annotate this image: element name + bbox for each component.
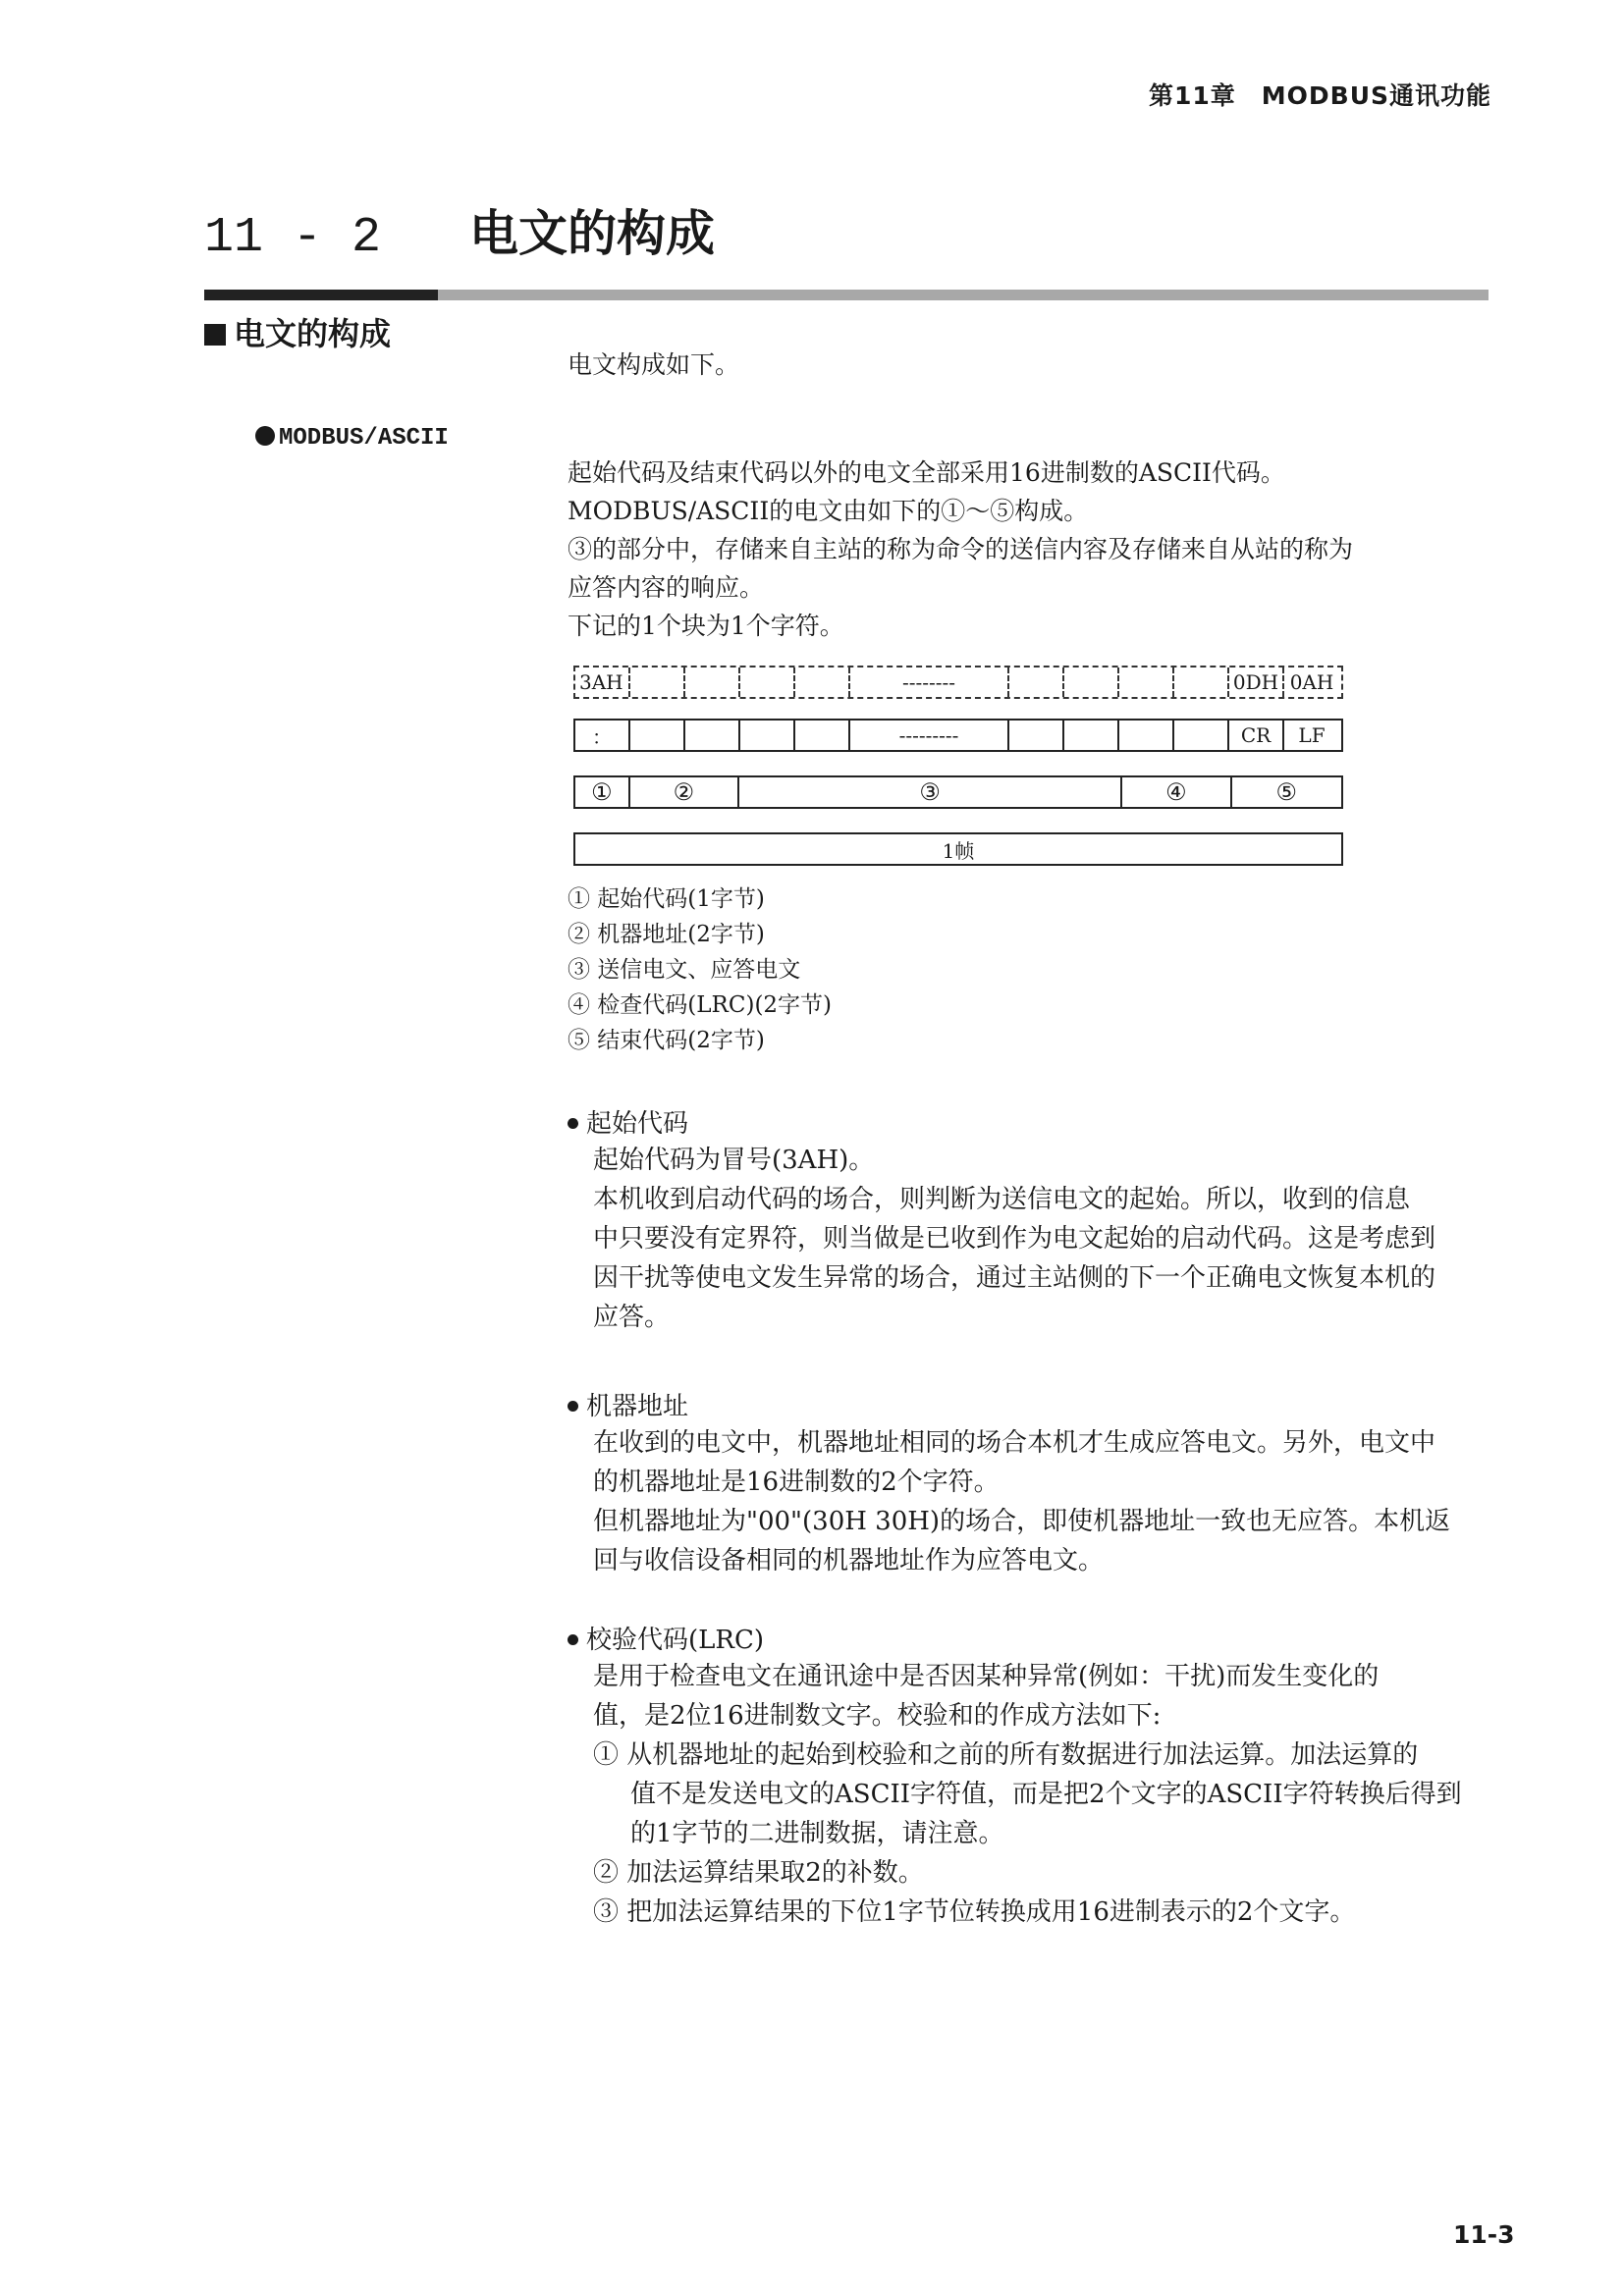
legend-list [568, 881, 832, 1058]
address-body [593, 1423, 1450, 1580]
step-line: 值不是发送电文的ASCII字符值，而是把2个文字的ASCII字符转换后得到 [630, 1780, 1462, 1809]
start-code-heading-text: 起始代码 [586, 1109, 689, 1139]
hex-cell [1009, 667, 1064, 697]
legend-item: ④ 检查代码(LRC)(2字节) [568, 992, 833, 1018]
frame-cell: 1帧 [942, 838, 975, 863]
hex-lf-cell: 0AH [1289, 670, 1334, 694]
part-4-cell: ④ [1122, 777, 1231, 807]
paragraph-line: 起始代码及结束代码以外的电文全部采用16进制数的ASCII代码。 [568, 458, 1285, 487]
section-heading: 电文的构成 [469, 205, 715, 262]
body-line: 本机收到启动代码的场合，则判断为送信电文的起始。所以，收到的信息 [593, 1185, 1411, 1214]
frame-diagram [573, 666, 1347, 868]
step-line: ② 加法运算结果取2的补数。 [593, 1858, 924, 1888]
char-row [573, 719, 1343, 752]
char-cr-cell: CR [1229, 721, 1284, 750]
step-line: 的1字节的二进制数据，请注意。 [630, 1819, 1004, 1848]
body-line: 中只要没有定界符，则当做是已收到作为电文起始的启动代码。这是考虑到 [593, 1224, 1436, 1254]
section-title [204, 194, 715, 266]
part-row [573, 775, 1343, 809]
lrc-heading [568, 1620, 764, 1656]
hex-cell [1119, 667, 1174, 697]
char-cell [1009, 721, 1064, 750]
title-rule-accent [204, 290, 438, 300]
body-line: 但机器地址为"00"(30H 30H)的场合，即使机器地址一致也无应答。本机返 [593, 1507, 1451, 1536]
body-line: 是用于检查电文在通讯途中是否因某种异常(例如：干扰)而发生变化的 [593, 1662, 1380, 1691]
hex-cell [1174, 667, 1229, 697]
legend-item: ① 起始代码(1字节) [568, 886, 765, 912]
lrc-body [593, 1657, 1379, 1735]
hex-cell [1064, 667, 1119, 697]
chapter-header: 第11章 MODBUS通讯功能 [1149, 81, 1492, 110]
legend-item: ⑤ 结束代码(2字节) [568, 1028, 765, 1053]
hex-middle-cell: -------- [850, 667, 1009, 697]
ascii-paragraph [568, 454, 1353, 645]
hex-cr-cell: 0DH [1229, 667, 1284, 697]
part-2-cell: ② [630, 777, 739, 807]
part-3-cell: ③ [739, 777, 1122, 807]
body-line: 值，是2位16进制数文字。校验和的作成方法如下: [593, 1701, 1162, 1731]
bullet-icon [255, 426, 275, 446]
body-line: 在收到的电文中，机器地址相同的场合本机才生成应答电文。另外，电文中 [593, 1428, 1436, 1458]
body-line: 回与收信设备相同的机器地址作为应答电文。 [593, 1546, 1105, 1575]
section-number: 11 - 2 [204, 210, 382, 266]
legend-item: ② 机器地址(2字节) [568, 922, 765, 947]
char-cell [630, 721, 685, 750]
char-middle-cell: --------- [850, 721, 1009, 750]
address-heading [568, 1386, 688, 1422]
lrc-heading-text: 校验代码(LRC) [586, 1626, 765, 1655]
hex-start-cell: 3AH [575, 667, 630, 697]
body-line: 应答。 [593, 1303, 671, 1332]
legend-item: ③ 送信电文、应答电文 [568, 957, 801, 983]
char-lf-cell: LF [1298, 723, 1326, 747]
hex-cell [630, 667, 685, 697]
bullet-icon [568, 1634, 578, 1645]
body-line: 的机器地址是16进制数的2个字符。 [593, 1468, 1000, 1497]
char-cell [1174, 721, 1229, 750]
char-start-cell: ： [575, 721, 630, 750]
part-5-cell: ⑤ [1275, 778, 1298, 806]
body-line: 起始代码为冒号(3AH)。 [593, 1146, 875, 1175]
char-cell [740, 721, 795, 750]
subheading [204, 309, 391, 354]
subheading-text: 电文的构成 [234, 315, 392, 352]
char-cell [1064, 721, 1119, 750]
ascii-heading [255, 424, 449, 452]
intro-text: 电文构成如下。 [568, 350, 740, 379]
step-line: ③ 把加法运算结果的下位1字节位转换成用16进制表示的2个文字。 [593, 1897, 1356, 1927]
step-line: ① 从机器地址的起始到校验和之前的所有数据进行加法运算。加法运算的 [593, 1740, 1419, 1770]
char-cell [685, 721, 740, 750]
hex-cell [795, 667, 850, 697]
start-code-body [593, 1141, 1435, 1337]
body-line: 因干扰等使电文发生异常的场合，通过主站侧的下一个正确电文恢复本机的 [593, 1263, 1436, 1293]
ascii-heading-text: MODBUS/ASCII [279, 425, 449, 452]
bullet-icon [568, 1118, 578, 1129]
address-heading-text: 机器地址 [586, 1392, 689, 1421]
char-cell [1119, 721, 1174, 750]
hex-cell [740, 667, 795, 697]
start-code-heading [568, 1103, 688, 1140]
square-bullet-icon [204, 324, 226, 346]
paragraph-line: 下记的1个块为1个字符。 [568, 612, 844, 640]
part-1-cell: ① [575, 777, 630, 807]
page-number: 11-3 [1453, 2220, 1515, 2249]
char-cell [795, 721, 850, 750]
paragraph-line: ③的部分中，存储来自主站的称为命令的送信内容及存储来自从站的称为 [568, 535, 1354, 563]
hex-row [573, 666, 1343, 699]
hex-cell [685, 667, 740, 697]
frame-row [573, 832, 1343, 866]
paragraph-line: 应答内容的响应。 [568, 573, 765, 602]
lrc-steps [593, 1735, 1462, 1932]
paragraph-line: MODBUS/ASCII的电文由如下的①～⑤构成。 [568, 497, 1089, 525]
bullet-icon [568, 1401, 578, 1412]
